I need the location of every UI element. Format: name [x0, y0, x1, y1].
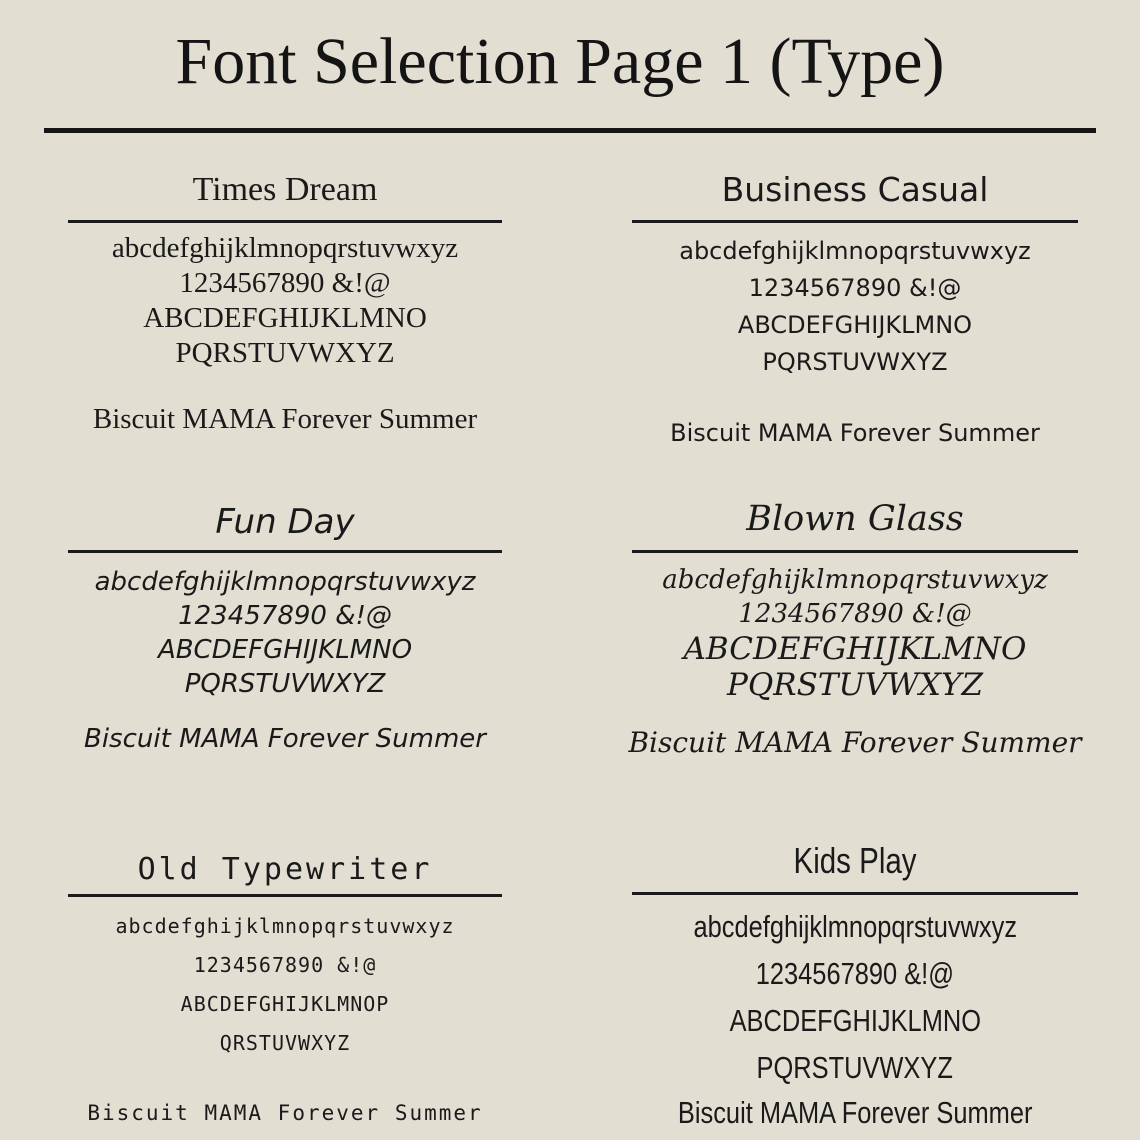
numbers-sample: 1234567890 &!@: [179, 267, 391, 299]
numbers-sample: 1234567890 &!@: [193, 953, 377, 977]
font-name-divider: [632, 550, 1078, 553]
phrase-sample: Biscuit MAMA Forever Summer: [677, 1095, 1033, 1130]
uppercase-sample-1: ABCDEFGHIJKLMNO: [157, 635, 413, 665]
phrase-sample: Biscuit MAMA Forever Summer: [84, 724, 486, 754]
lowercase-sample: abcdefghijklmnopqrstuvwxyz: [679, 237, 1031, 265]
numbers-sample: 1234567890 &!@: [738, 599, 972, 629]
numbers-sample: 1234567890 &!@: [748, 274, 962, 302]
title-divider: [44, 128, 1096, 133]
phrase-sample: Biscuit MAMA Forever Summer: [87, 1101, 483, 1125]
font-sample-times-dream: [40, 168, 530, 439]
font-name: Times Dream: [192, 171, 378, 208]
phrase-sample: Biscuit MAMA Forever Summer: [92, 403, 478, 435]
lowercase-sample: abcdefghijklmnopqrstuvwxyz: [693, 909, 1017, 944]
numbers-sample: 1234567890 &!@: [755, 956, 955, 991]
font-name: Business Casual: [721, 170, 989, 209]
lowercase-sample: abcdefghijklmnopqrstuvwxyz: [662, 565, 1048, 595]
uppercase-sample-2: PQRSTUVWXYZ: [727, 667, 983, 703]
uppercase-sample-2: PQRSTUVWXYZ: [184, 669, 386, 699]
lowercase-sample: abcdefghijklmnopqrstuvwxyz: [115, 914, 455, 938]
uppercase-sample-2: QRSTUVWXYZ: [219, 1031, 351, 1055]
phrase-sample: Biscuit MAMA Forever Summer: [670, 419, 1040, 447]
uppercase-sample-1: ABCDEFGHIJKLMNOP: [180, 992, 390, 1016]
uppercase-sample-1: ABCDEFGHIJKLMNO: [143, 302, 427, 334]
phrase-sample: Biscuit MAMA Forever Summer: [628, 726, 1082, 759]
font-name: Old Typewriter: [137, 852, 433, 887]
font-sample-fun-day: [40, 500, 530, 759]
font-name-divider: [632, 220, 1078, 223]
uppercase-sample-2: PQRSTUVWXYZ: [756, 1050, 954, 1085]
font-sample-business-casual: [610, 168, 1100, 453]
uppercase-sample-1: ABCDEFGHIJKLMNO: [683, 631, 1027, 667]
page-title: Font Selection Page 1 (Type): [175, 25, 945, 98]
font-name: Kids Play: [793, 840, 917, 881]
lowercase-sample: abcdefghijklmnopqrstuvwxyz: [94, 567, 476, 597]
font-name-divider: [68, 220, 502, 223]
lowercase-sample: abcdefghijklmnopqrstuvwxyz: [111, 232, 459, 264]
font-name-divider: [68, 550, 502, 553]
uppercase-sample-2: PQRSTUVWXYZ: [175, 337, 395, 369]
uppercase-sample-1: ABCDEFGHIJKLMNO: [737, 311, 973, 339]
font-sample-blown-glass: [590, 496, 1120, 763]
font-sample-old-typewriter: [40, 850, 530, 1131]
numbers-sample: 123457890 &!@: [178, 601, 392, 631]
uppercase-sample-2: PQRSTUVWXYZ: [762, 348, 948, 376]
font-name-divider: [632, 892, 1078, 895]
font-name-divider: [68, 894, 502, 897]
uppercase-sample-1: ABCDEFGHIJKLMNO: [729, 1003, 981, 1038]
font-name: Blown Glass: [746, 499, 964, 539]
font-name: Fun Day: [215, 502, 355, 542]
font-sample-kids-play: [610, 838, 1100, 1135]
